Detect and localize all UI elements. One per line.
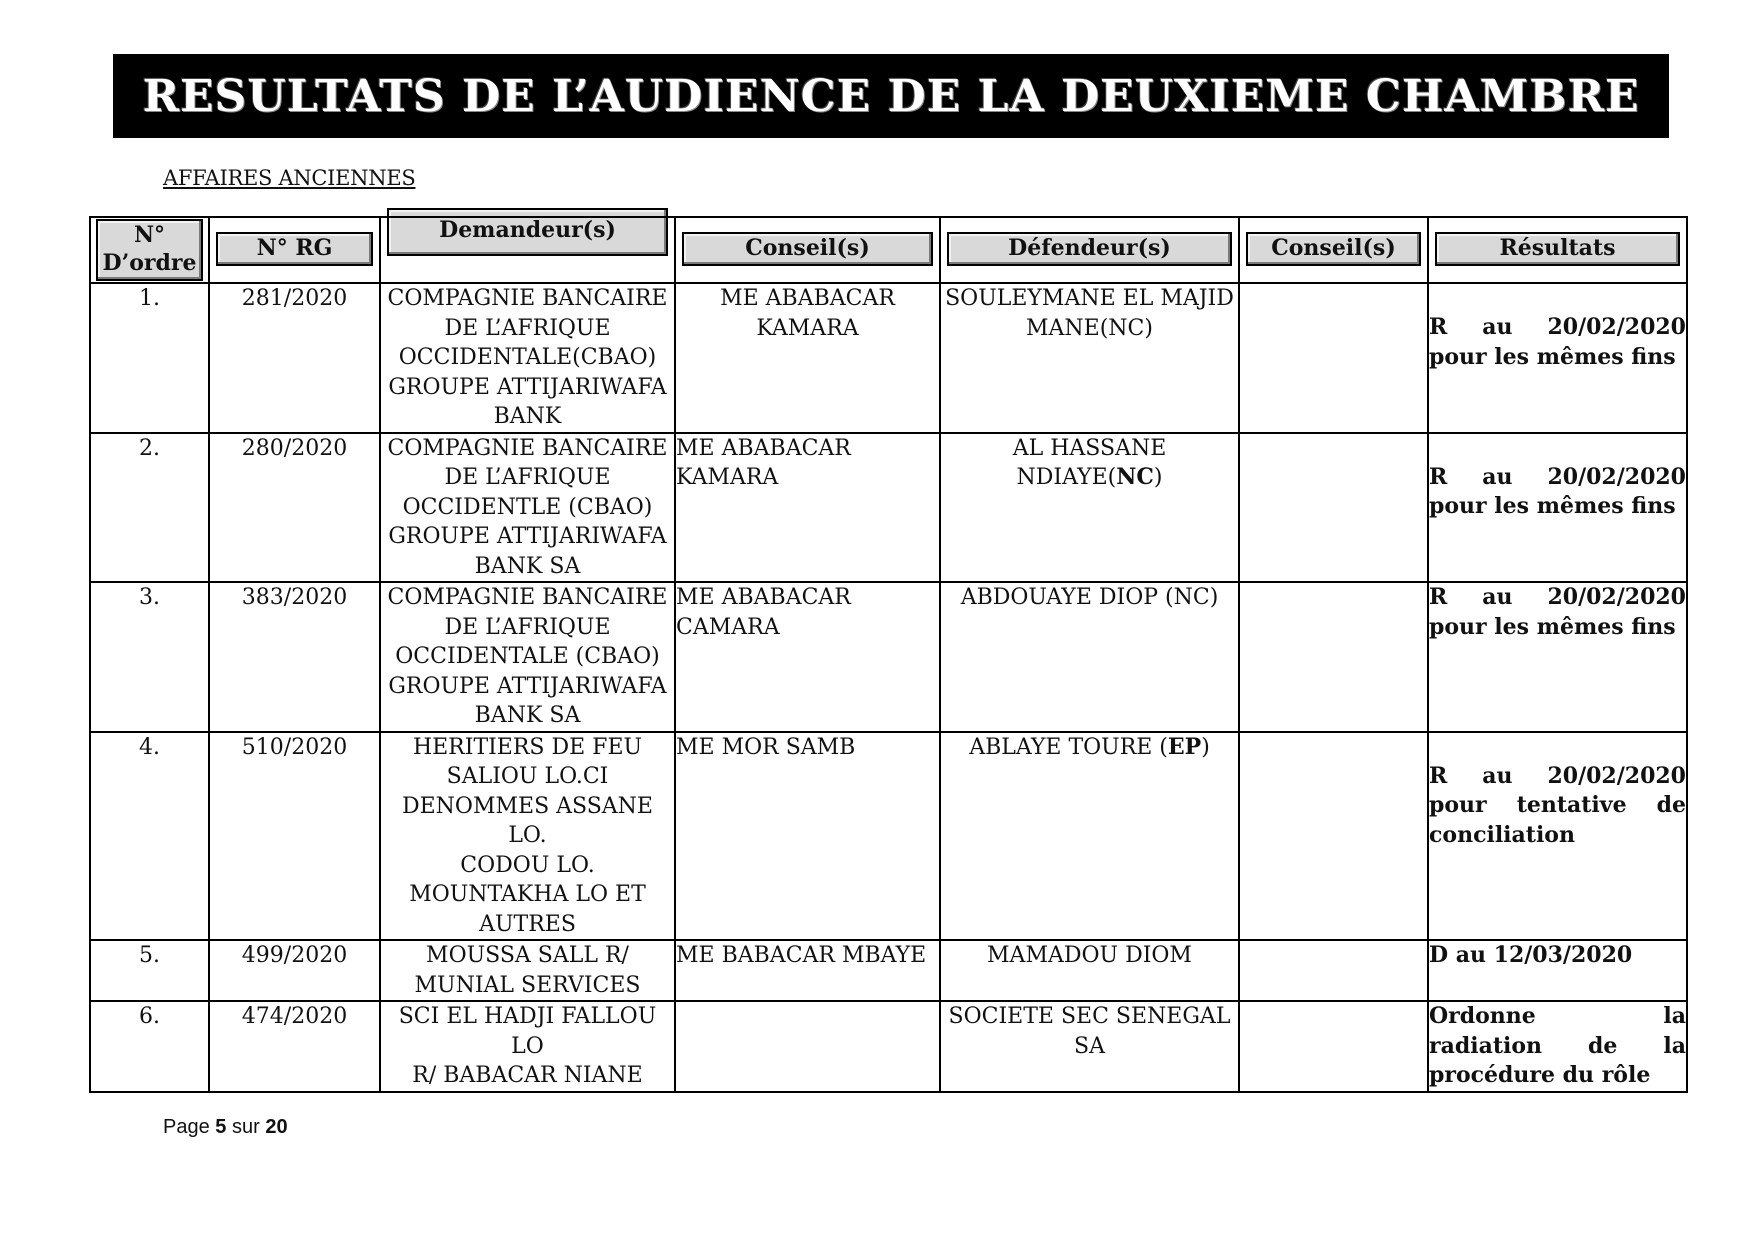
col-counsel2-label: Conseil(s) (1246, 232, 1421, 266)
col-counsel2-header (1239, 217, 1428, 283)
result-text: Ordonne la radiation de la procédure du rôle (1429, 1003, 1686, 1088)
table-row (90, 582, 1687, 732)
table-row (90, 283, 1687, 433)
plaintiff-line: OCCIDENTALE (CBAO) (395, 644, 660, 669)
result-cell (1428, 1001, 1687, 1092)
col-counsel1-header (675, 217, 940, 283)
rg-cell: 499/2020 (209, 940, 380, 1001)
col-order-label-1: N° (133, 222, 166, 248)
counsel-cell (675, 582, 940, 732)
counsel-cell (675, 1001, 940, 1092)
col-defendant-header (940, 217, 1239, 283)
order-cell: 3. (90, 582, 209, 732)
plaintiff-line: DE L’AFRIQUE (444, 465, 611, 490)
defendant-line: SA (1074, 1033, 1105, 1059)
plaintiff-line: BANK SA (474, 553, 581, 579)
result-cell (1428, 433, 1687, 583)
total-pages: 20 (265, 1116, 288, 1138)
col-rg-label: N° RG (216, 232, 373, 266)
counsel-line: ME ABABACAR (720, 286, 895, 311)
plaintiff-cell (380, 940, 675, 1001)
page-label: Page (163, 1116, 210, 1138)
order-cell: 5. (90, 940, 209, 1001)
plaintiff-line: COMPAGNIE BANCAIRE (387, 585, 668, 610)
defendant-line (941, 733, 1238, 763)
result-cell (1428, 283, 1687, 433)
defendant-line: SOULEYMANE EL MAJID (945, 286, 1234, 311)
table-row (90, 732, 1687, 941)
plaintiff-cell (380, 433, 675, 583)
result-text: D au 12/03/2020 (1429, 942, 1633, 968)
plaintiff-line: OCCIDENTALE(CBAO) (398, 345, 657, 370)
table-row (90, 1001, 1687, 1092)
plaintiff-cell (380, 732, 675, 941)
counsel-cell (675, 732, 940, 941)
counsel-line: KAMARA (676, 465, 779, 490)
rg-cell: 280/2020 (209, 433, 380, 583)
defendant-status: EP (1167, 733, 1202, 760)
defendant-cell (940, 433, 1239, 583)
defendant-text: NDIAYE( (1016, 465, 1117, 490)
col-results-header (1428, 217, 1687, 283)
defendant-line (941, 463, 1238, 493)
order-cell: 1. (90, 283, 209, 433)
result-text: R au 20/02/2020 pour les mêmes fins (1429, 463, 1686, 519)
counsel-line: ME BABACAR MBAYE (676, 943, 927, 968)
counsel-cell (1239, 732, 1428, 941)
result-text: R au 20/02/2020 pour les mêmes fins (1429, 314, 1686, 370)
defendant-cell (940, 940, 1239, 1001)
plaintiff-line: HERITIERS DE FEU (412, 734, 643, 760)
header-row (90, 217, 1687, 283)
counsel-cell (675, 433, 940, 583)
plaintiff-cell (380, 1001, 675, 1092)
col-results-label: Résultats (1435, 232, 1680, 266)
col-plaintiff-header (380, 217, 675, 283)
plaintiff-line: SALIOU LO.CI (446, 764, 609, 789)
rg-cell: 510/2020 (209, 732, 380, 941)
counsel-cell (1239, 433, 1428, 583)
counsel-line: ME ABABACAR (676, 585, 851, 610)
defendant-text: ) (1201, 734, 1210, 760)
defendant-cell (940, 1001, 1239, 1092)
rg-cell: 383/2020 (209, 582, 380, 732)
defendant-status: NC (1116, 464, 1154, 490)
defendant-cell (940, 582, 1239, 732)
plaintiff-line: BANK SA (474, 703, 581, 728)
counsel-line: CAMARA (676, 614, 780, 640)
defendant-text: ) (1153, 465, 1163, 490)
col-order-label-2: D’ordre (102, 250, 197, 276)
page-footer (163, 1116, 288, 1139)
page-title: RESULTATS DE L’AUDIENCE DE LA DEUXIEME CHAMBRE (142, 70, 1640, 122)
defendant-line: AL HASSANE (1012, 435, 1167, 461)
rg-cell: 474/2020 (209, 1001, 380, 1092)
counsel-cell (1239, 582, 1428, 732)
plaintiff-line: COMPAGNIE BANCAIRE (387, 435, 668, 461)
counsel-line: ME ABABACAR (676, 435, 851, 461)
counsel-line: KAMARA (756, 315, 859, 341)
defendant-line: MANE(NC) (1026, 315, 1153, 341)
result-text: R au 20/02/2020 pour tentative de conciliation (1429, 762, 1686, 848)
col-plaintiff-label: Demandeur(s) (387, 208, 668, 256)
result-cell (1428, 582, 1687, 732)
counsel-cell (1239, 283, 1428, 433)
defendant-line: ABDOUAYE DIOP (NC) (960, 585, 1219, 610)
counsel-cell (675, 283, 940, 433)
plaintiff-cell (380, 283, 675, 433)
counsel-cell (675, 940, 940, 1001)
plaintiff-line: CODOU LO. (460, 852, 595, 878)
of-label: sur (231, 1116, 260, 1138)
defendant-text: ABLAYE TOURE ( (969, 734, 1168, 760)
rg-cell: 281/2020 (209, 283, 380, 433)
col-defendant-label: Défendeur(s) (947, 232, 1232, 266)
order-cell: 6. (90, 1001, 209, 1092)
plaintiff-line: OCCIDENTLE (CBAO) (402, 494, 653, 520)
plaintiff-line: GROUPE ATTIJARIWAFA (388, 524, 667, 549)
plaintiff-line: DE L’AFRIQUE (444, 315, 611, 341)
result-text: R au 20/02/2020 pour les mêmes fins (1429, 584, 1686, 640)
col-counsel1-label: Conseil(s) (682, 232, 933, 266)
plaintiff-line: GROUPE ATTIJARIWAFA (388, 374, 667, 400)
counsel-line: ME MOR SAMB (676, 734, 856, 760)
table-row (90, 940, 1687, 1001)
defendant-cell (940, 732, 1239, 941)
result-cell (1428, 940, 1687, 1001)
plaintiff-line: MOUNTAKHA LO ET (409, 882, 646, 907)
section-title: AFFAIRES ANCIENNES (163, 166, 416, 190)
plaintiff-line: DE L’AFRIQUE (444, 614, 611, 640)
counsel-cell (1239, 1001, 1428, 1092)
counsel-cell (1239, 940, 1428, 1001)
defendant-cell (940, 283, 1239, 433)
table-row (90, 433, 1687, 583)
plaintiff-line: R/ BABACAR NIANE (412, 1063, 643, 1088)
result-cell (1428, 732, 1687, 941)
col-rg-header (209, 217, 380, 283)
plaintiff-line: SCI EL HADJI FALLOU LO (398, 1004, 657, 1059)
plaintiff-line: DENOMMES ASSANE LO. (401, 793, 653, 848)
defendant-line: MAMADOU DIOM (987, 943, 1192, 968)
results-table (89, 216, 1688, 1093)
plaintiff-line: AUTRES (479, 911, 576, 937)
col-order-header (90, 217, 209, 283)
defendant-line: SOCIETE SEC SENEGAL (948, 1004, 1231, 1029)
page-number: 5 (215, 1116, 227, 1138)
plaintiff-cell (380, 582, 675, 732)
plaintiff-line: COMPAGNIE BANCAIRE (387, 286, 668, 311)
plaintiff-line: BANK (493, 404, 562, 429)
order-cell: 2. (90, 433, 209, 583)
plaintiff-line: GROUPE ATTIJARIWAFA (388, 673, 667, 699)
plaintiff-line: MUNIAL SERVICES (414, 972, 641, 998)
order-cell: 4. (90, 732, 209, 941)
title-banner (113, 54, 1669, 138)
plaintiff-line: MOUSSA SALL R/ (426, 943, 629, 968)
